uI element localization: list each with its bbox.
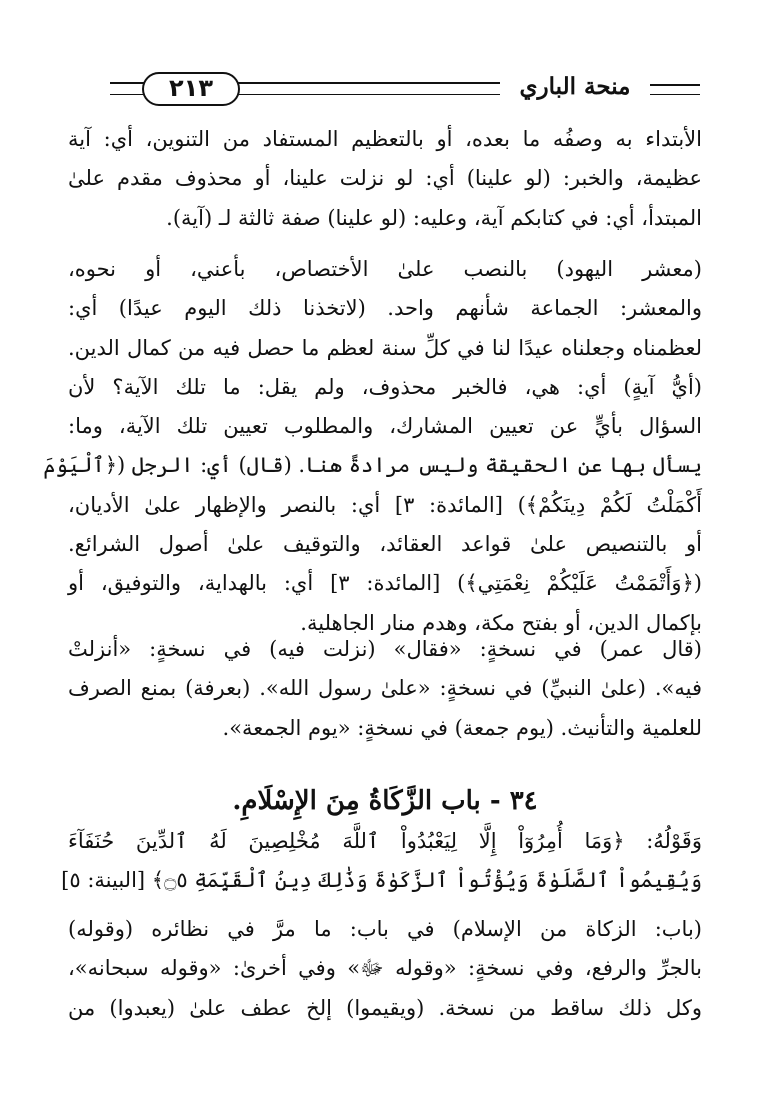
text-line: فيه». (علىٰ النبيِّ) في نسخةٍ: «علىٰ رسول الله». (بعرفة) بمنع الصرف bbox=[68, 676, 702, 701]
page-header bbox=[0, 0, 769, 120]
header-rule-middle-bottom bbox=[238, 94, 500, 95]
paragraph-4 bbox=[68, 910, 702, 1028]
verse-line: وَقَوْلُهُ: ﴿وَمَا أُمِرُوٓاْ إِلَّا لِيَعْبُدُواْ ٱللَّهَ مُخْلِصِينَ لَهُ ٱلدِّينَ حُنَفَآءَ bbox=[68, 829, 702, 853]
text-line: (معشر اليهود) بالنصب علىٰ الأختصاص، بأعني، أو نحوه، bbox=[68, 257, 702, 281]
paragraph-1 bbox=[68, 120, 702, 238]
text-line: المبتدأ، أي: في كتابكم آية، وعليه: (لو علينا) صفة ثالثة لـ (آية). bbox=[166, 205, 702, 230]
text-line: (أيُّ آيةٍ) أي: هي، فالخبر محذوف، ولم يقل: ما تلك الآية؟ لأن bbox=[68, 374, 702, 399]
text-line: لعظمناه وجعلناه عيدًا لنا في كلِّ سنة لعظم ما حصل فيه من كمال الدين. bbox=[68, 335, 702, 360]
chapter-heading: ٣٤ - باب الزَّكَاةُ مِنَ الإِسْلَامِ. bbox=[232, 786, 538, 816]
header-rule-right-top bbox=[650, 84, 700, 86]
quran-verse-block bbox=[61, 822, 702, 900]
text-line: (﴿وَأَتْمَمْتُ عَلَيْكُمْ نِعْمَتِي﴾) [المائدة: ٣] أي: بالهداية، والتوفيق، أو bbox=[68, 571, 702, 596]
header-rule-middle-top bbox=[238, 82, 500, 84]
text-line: والمعشر: الجماعة شأنهم واحد. (لاتخذنا ذلك اليوم عيدًا) أي: bbox=[68, 296, 702, 321]
verse-line: وَيُقِيمُواْ ٱلصَّلَوٰةَ وَيُؤْتُواْ ٱلزَّكَوٰةَ وَذَٰلِكَ دِينُ ٱلْقَيِّمَةِ ۝٥﴾ [البينة: ٥] bbox=[61, 868, 702, 892]
text-line: عظيمة، والخبر: (لو علينا) أي: لو نزلت علينا، أو محذوف مقدم علىٰ bbox=[68, 166, 702, 191]
text-line: السؤال بأيٍّ عن تعيين المشارك، والمطلوب تعيين تلك الآية، وما: bbox=[68, 414, 702, 439]
paragraph-2 bbox=[43, 250, 703, 643]
text-line: بالجرِّ والرفع، وفي نسخةٍ: «وقوله ﷻ» وفي أخرىٰ: «وقوله سبحانه»، bbox=[68, 956, 702, 981]
header-rule-left-bottom bbox=[110, 94, 144, 95]
text-line: (باب: الزكاة من الإسلام) في باب: ما مرَّ في نظائره (وقوله) bbox=[68, 917, 702, 941]
header-rule-right-bottom bbox=[650, 94, 700, 95]
page-number-badge bbox=[142, 72, 240, 106]
text-line: وكل ذلك ساقط من نسخة. (ويقيموا) إلخ عطف علىٰ (يعبدوا) من bbox=[68, 995, 702, 1020]
text-line: أو بالتنصيص علىٰ قواعد العقائد، والتوقيف علىٰ أصول الشرائع. bbox=[68, 532, 702, 557]
book-title: منحة الباري bbox=[519, 73, 631, 100]
paragraph-3 bbox=[68, 630, 702, 748]
text-line: يسأل بها عن الحقيقة وليس مرادةً هنا. (قال) أي: الرجل (﴿ٱلْيَوْمَ bbox=[43, 453, 702, 478]
text-line: للعلمية والتأنيث. (يوم جمعة) في نسخةٍ: «يوم الجمعة». bbox=[222, 715, 702, 740]
text-line: أَكْمَلْتُ لَكُمْ دِينَكُمْ﴾) [المائدة: ٣] أي: بالنصر والإظهار علىٰ الأديان، bbox=[68, 492, 703, 517]
text-line: (قال عمر) في نسخةٍ: «فقال» (نزلت فيه) في نسخةٍ: «أنزلتْ bbox=[68, 637, 702, 661]
text-line: بإكمال الدين، أو بفتح مكة، وهدم منار الجاهلية. bbox=[300, 610, 702, 635]
header-rule-left-top bbox=[110, 82, 144, 84]
text-line: الأبتداء به وصفُه ما بعده، أو بالتعظيم المستفاد من التنوين، أي: آية bbox=[68, 127, 702, 151]
page-number: ٢١٣ bbox=[169, 74, 213, 102]
